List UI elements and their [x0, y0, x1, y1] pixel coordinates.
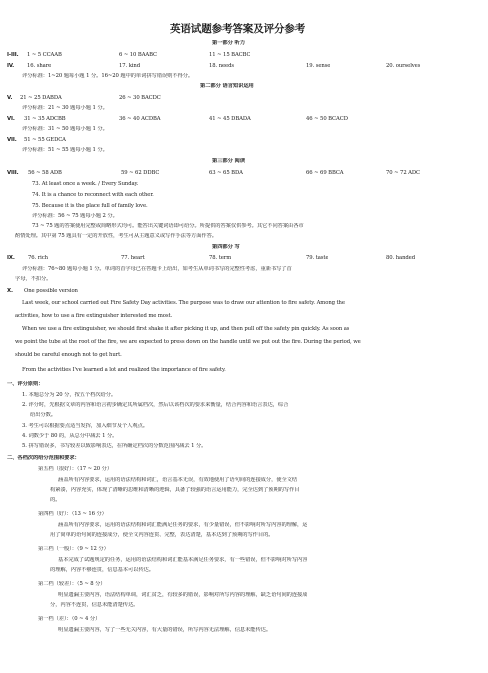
scoring-note: 评分标准：56 ~ 75 题每小题 2 分。 [32, 213, 118, 219]
row-label: I-III. [7, 52, 19, 58]
scoring-note: 评分标准：31 ~ 50 题每小题 1 分。 [22, 126, 108, 132]
answer-cell: 26 ~ 30 BACDC [119, 95, 161, 101]
grade-desc: 基本完成了试题规定的任务，运用的语法结构和词汇能基本满足任务要求，有一些错误，但不影响对所写内容 [58, 557, 308, 563]
row-label: VIII. [7, 170, 19, 176]
answer-cell: 76. rich [28, 255, 48, 261]
grade-desc: 的。 [50, 497, 61, 503]
grade-title: 第一档（差）：（0 ~ 4 分） [38, 616, 101, 622]
grade-desc: 明显遗漏主要内容，写了一些无关内容，有大量的错误，所写内容无法理解，信息未能传达。 [58, 627, 272, 633]
answer-cell: 11 ~ 15 BACBC [209, 52, 251, 58]
essay-line: When we use a fire extinguisher, we should first shake it after picking it up, and then pull off the safety pin quickly. As soon as [22, 326, 350, 332]
grade-desc: 涵盖所有内容要求，运用的语法结构和词汇，语言基本无误，有效地使用了语句间的连接成分，使全文结 [58, 477, 298, 483]
answer-cell: 63 ~ 65 BDA [209, 170, 243, 176]
answer-cell: 79. taste [306, 255, 329, 261]
essay-line: From the activities I've learned a lot and realized the importance of fire safety. [22, 367, 226, 373]
grade-title: 第四档（好）：（13 ~ 16 分） [38, 511, 107, 517]
grade-desc: 明显遗漏主要内容，语法结构单调，词汇贫乏，有较多的错误，影响对所写内容的理解，缺乏语句间的连接成 [58, 592, 308, 598]
answer-74: 74. It is a chance to reconnect with each other. [32, 192, 154, 198]
answer-cell: 20. ourselves [386, 63, 421, 69]
grades-heading: 二、各档次的给分范围和要求： [7, 455, 80, 461]
rule-item: 1. 本题总分为 20 分，按五个档次给分。 [22, 392, 117, 398]
answer-cell: 46 ~ 50 BCACD [306, 116, 348, 122]
row-label: IX. [7, 255, 15, 261]
essay-heading: One possible version [24, 288, 78, 294]
row-label: VII. [7, 137, 17, 143]
answer-cell: 77. heart [121, 255, 145, 261]
answer-cell: 19. sense [306, 63, 331, 69]
scoring-note: 评分标准：1~20 题每小题 1 分。16~20 题中的单词拼写错误则不得分。 [22, 73, 194, 79]
scoring-note: 73 ~ 75 题的答案使用完整或简略形式均可。能答出关键词语即可给分。所提供的答案仅供参考。其它不同答案由各市 [32, 223, 304, 229]
answer-73: 73. At least once a week. / Every Sunday. [32, 181, 139, 187]
answer-cell: 17. kind [119, 63, 141, 69]
grade-title: 第二档（较差）：（5 ~ 8 分） [38, 581, 106, 587]
answer-cell: 21 ~ 25 DABDA [20, 95, 62, 101]
answer-cell: 80. handed [386, 255, 416, 261]
part1-heading: 第一部分 听力 [212, 40, 245, 46]
answer-cell: 31 ~ 35 ADCBB [24, 116, 66, 122]
answer-cell: 16. share [27, 63, 52, 69]
scoring-note: 酌情处理。其中第 75 题具有一定的开放性，考生可从主题意义或写作手法等方面作答。 [15, 233, 217, 239]
answer-cell: 18. needs [209, 63, 234, 69]
grade-desc: 的理解，内容不够连贯，信息基本可以传达。 [50, 567, 154, 573]
grade-title: 第五档（很好）：（17 ~ 20 分） [38, 466, 113, 472]
part3-heading: 第三部分 阅读 [212, 158, 245, 164]
answer-cell: 66 ~ 69 BBCA [306, 170, 344, 176]
rules-heading: 一、评分原则： [7, 381, 44, 387]
part2-heading: 第二部分 语言知识运用 [200, 83, 254, 89]
essay-line: activities, how to use a fire extinguisher interested me most. [15, 313, 173, 319]
grade-desc: 分，内容不连贯，信息未能清楚传达。 [50, 602, 139, 608]
answer-75: 75. Because it is the place full of family love. [32, 203, 148, 209]
grade-desc: 用了简单的语句间的连接成分，使全文内容连贯、完整，表达清楚，基本达到了预期的写作目的。 [50, 532, 274, 538]
row-label: VI. [7, 116, 15, 122]
rule-item: 5. 拼写错误多，书写较差以致影响表达，在所确定档次的分数范围内减去 1 分。 [22, 443, 207, 449]
row-label: IV. [7, 63, 15, 69]
grade-desc: 涵盖所有内容要求，运用的语法结构和词汇能满足任务的要求，有少量错误，但不影响对所写内容的理解，运 [58, 522, 308, 528]
essay-line: should be careful enough not to get hurt. [15, 352, 122, 358]
answer-cell: 1 ~ 5 CCAAB [27, 52, 62, 58]
grade-desc: 构紧凑，内容充实，体现了清晰的思维和清晰的逻辑，具备了较强的语言运用能力，完全达到了预期的写作目 [50, 487, 300, 493]
rule-item: 3. 考生可以根据要点适当发挥，加入细节及个人观点。 [22, 423, 148, 429]
rule-item: 2. 评分时，先根据文章的内容和语言初步确定其所属档次，然后以该档次的要求来衡量，结合内容和语言表达，综合 [22, 402, 289, 408]
answer-cell: 51 ~ 55 GEDCA [24, 137, 66, 143]
answer-cell: 59 ~ 62 DDBC [121, 170, 160, 176]
page-title: 英语试题参考答案及评分参考 [170, 23, 306, 35]
scoring-note: 字母，不扣分。 [15, 276, 52, 282]
scoring-note: 评分标准：76~80 题每小题 1 分。单词的首字母已在答题卡上给出，如考生从单词书写的完整性考虑，重新书写了首 [22, 266, 292, 272]
grade-title: 第三档（一般）：（9 ~ 12 分） [38, 546, 109, 552]
essay-line: Last week, our school carried out Fire Safety Day activities. The purpose was to draw our attention to fire safety. Among the [22, 300, 345, 306]
answer-cell: 36 ~ 40 ACDBA [119, 116, 161, 122]
answer-cell: 70 ~ 72 ADC [386, 170, 420, 176]
answer-cell: 56 ~ 58 ADB [28, 170, 62, 176]
answer-cell: 41 ~ 45 DBADA [209, 116, 251, 122]
scoring-note: 评分标准：21 ~ 30 题每小题 1 分。 [22, 105, 108, 111]
scoring-note: 评分标准：51 ~ 55 题每小题 1 分。 [22, 147, 108, 153]
rule-item: 4. 词数少于 80 的，从总分中减去 1 分。 [22, 433, 118, 439]
part4-heading: 第四部分 写 [212, 244, 240, 250]
answer-cell: 78. term [209, 255, 232, 261]
essay-line: we point the tube at the root of the fire, we are expected to press down on the handle until we put out the fire. During the period, we [15, 339, 361, 345]
row-label: X. [7, 288, 13, 294]
answer-cell: 6 ~ 10 BAABC [119, 52, 157, 58]
rule-item: 给出分数。 [30, 412, 56, 418]
row-label: V. [7, 95, 13, 101]
